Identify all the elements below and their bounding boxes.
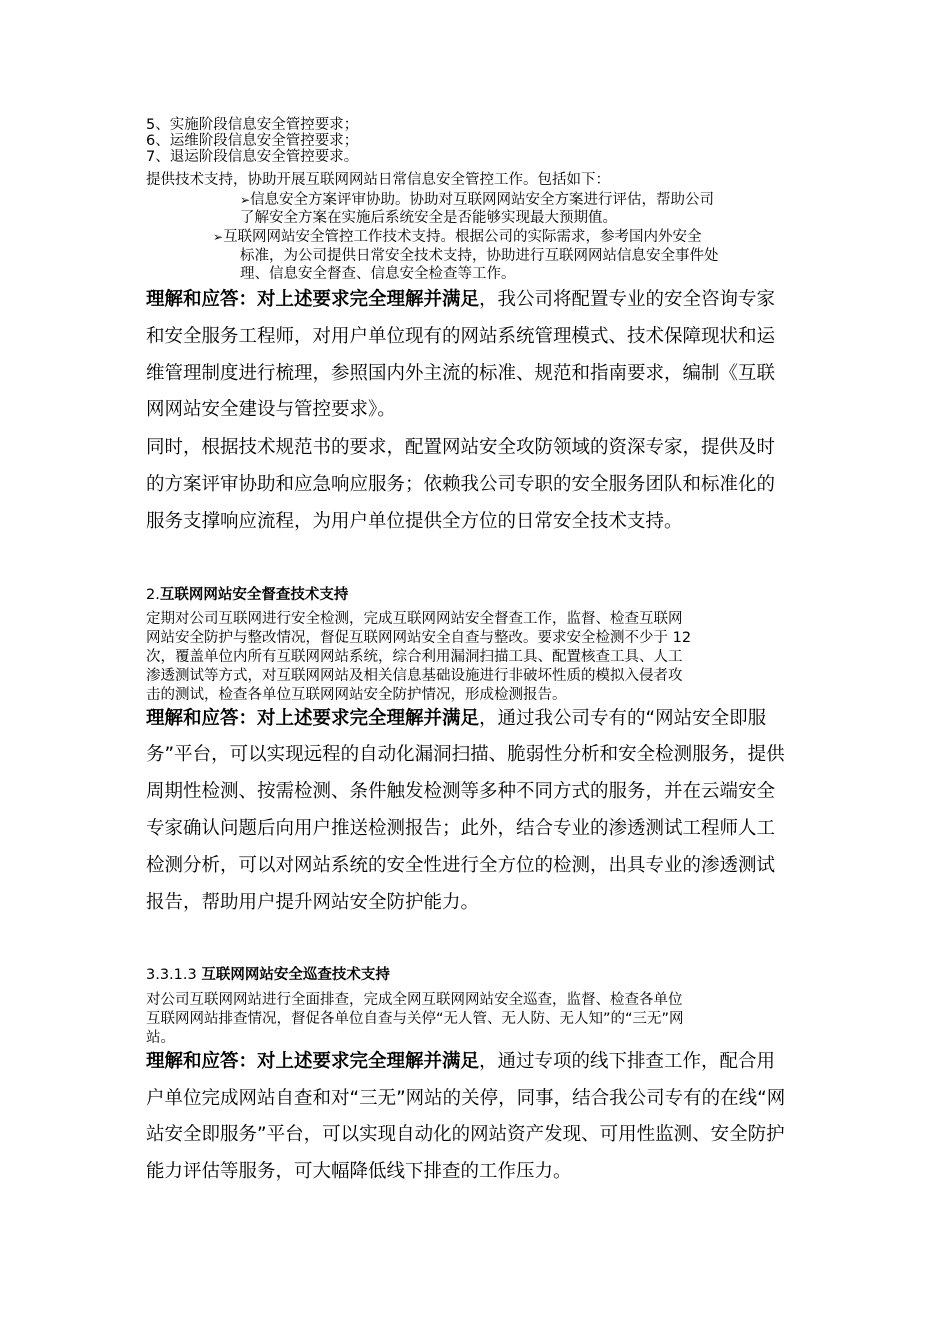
section2-req-line5: 击的测试，检查各单位互联网网站安全防护情况，形成检测报告。	[146, 687, 567, 703]
answer1-line6: 的方案评审协助和应急响应服务；依赖我公司专职的安全服务团队和标准化的	[146, 474, 776, 495]
section3-req-line3: 站。	[146, 1030, 175, 1046]
list-item-7: 7、退运阶段信息安全管控要求。	[146, 149, 359, 165]
section3-req-line2: 互联网网站排查情况，督促各单位自查与关停“无人管、无人防、无人知”的“三无”网	[146, 1011, 684, 1027]
answer1-line3: 维管理制度进行梳理，参照国内外主流的标准、规范和指南要求，编制《互联	[146, 363, 776, 384]
list-item-5: 5、实施阶段信息安全管控要求；	[146, 117, 359, 133]
bullet1-line2: 了解安全方案在实施后系统安全是否能够实现最大预期值。	[240, 210, 617, 226]
section2-ans-line4: 专家确认问题后向用户推送检测报告；此外，结合专业的渗透测试工程师人工	[146, 818, 776, 839]
section2-ans-line1: 理解和应答：对上述要求完全理解并满足，通过我公司专有的“网站安全即服	[146, 708, 767, 729]
section3-ans-line3: 站安全即服务”平台，可以实现自动化的网站资产发现、可用性监测、安全防护	[146, 1124, 785, 1145]
bullet-arrow-icon: ➢	[213, 230, 224, 244]
bullet2-line3: 理、信息安全督查、信息安全检查等工作。	[240, 266, 516, 282]
section3-req-line1: 对公司互联网网站进行全面排查，完成全网互联网网站安全巡查，监督、检查各单位	[146, 992, 683, 1008]
section2-ans-line5: 检测分析，可以对网站系统的安全性进行全方位的检测，出具专业的渗透测试	[146, 855, 776, 876]
section3-ans-line2: 户单位完成网站自查和对“三无”网站的关停，同事，结合我公司专有的在线“网	[146, 1088, 786, 1109]
section3-ans-line4: 能力评估等服务，可大幅降低线下排查的工作压力。	[146, 1161, 572, 1182]
section2-ans-line2: 务”平台，可以实现远程的自动化漏洞扫描、脆弱性分析和安全检测服务，提供	[146, 744, 785, 765]
bullet1-line1: ➢信息安全方案评审协助。协助对互联网网站安全方案进行评估，帮助公司	[240, 192, 715, 208]
bullet2-line1: ➢互联网网站安全管控工作技术支持。根据公司的实际需求，参考国内外安全	[213, 229, 702, 245]
bullet2-line2: 标准，为公司提供日常安全技术支持，协助进行互联网网站信息安全事件处	[240, 248, 719, 264]
section2-req-line4: 渗透测试等方式，对互联网网站及相关信息基础设施进行非破坏性质的模拟入侵者攻	[146, 668, 683, 684]
bullet-arrow-icon: ➢	[240, 193, 251, 207]
answer1-line1: 理解和应答：对上述要求完全理解并满足，我公司将配置专业的安全咨询专家	[146, 289, 776, 310]
section3-ans-line1: 理解和应答：对上述要求完全理解并满足，通过专项的线下排查工作，配合用	[146, 1051, 776, 1072]
section2-req-line1: 定期对公司互联网进行安全检测，完成互联网网站安全督查工作，监督、检查互联网	[146, 611, 683, 627]
answer1-line4: 网网站安全建设与管控要求》。	[146, 399, 396, 420]
section2-ans-line3: 周期性检测、按需检测、条件触发检测等多种不同方式的服务，并在云端安全	[146, 781, 776, 802]
answer1-line2: 和安全服务工程师，对用户单位现有的网站系统管理模式、技术保障现状和运	[146, 326, 776, 347]
section3-heading: 3.3.1.3 互联网网站安全巡查技术支持	[146, 967, 390, 983]
support-intro: 提供技术支持，协助开展互联网网站日常信息安全管控工作。包括如下：	[146, 172, 610, 188]
section2-ans-line6: 报告，帮助用户提升网站安全防护能力。	[146, 892, 480, 913]
answer1-line7: 服务支撑响应流程，为用户单位提供全方位的日常安全技术支持。	[146, 511, 683, 532]
section2-heading: 2.互联网网站安全督查技术支持	[146, 587, 349, 603]
list-item-6: 6、运维阶段信息安全管控要求；	[146, 133, 359, 149]
answer1-line5: 同时，根据技术规范书的要求，配置网站安全攻防领域的资深专家，提供及时	[146, 437, 776, 458]
section2-req-line2: 网站安全防护与整改情况，督促互联网网站安全自查与整改。要求安全检测不少于 12	[146, 630, 692, 646]
section2-req-line3: 次，覆盖单位内所有互联网网站系统，综合利用漏洞扫描工具、配置核查工具、人工	[146, 649, 683, 665]
